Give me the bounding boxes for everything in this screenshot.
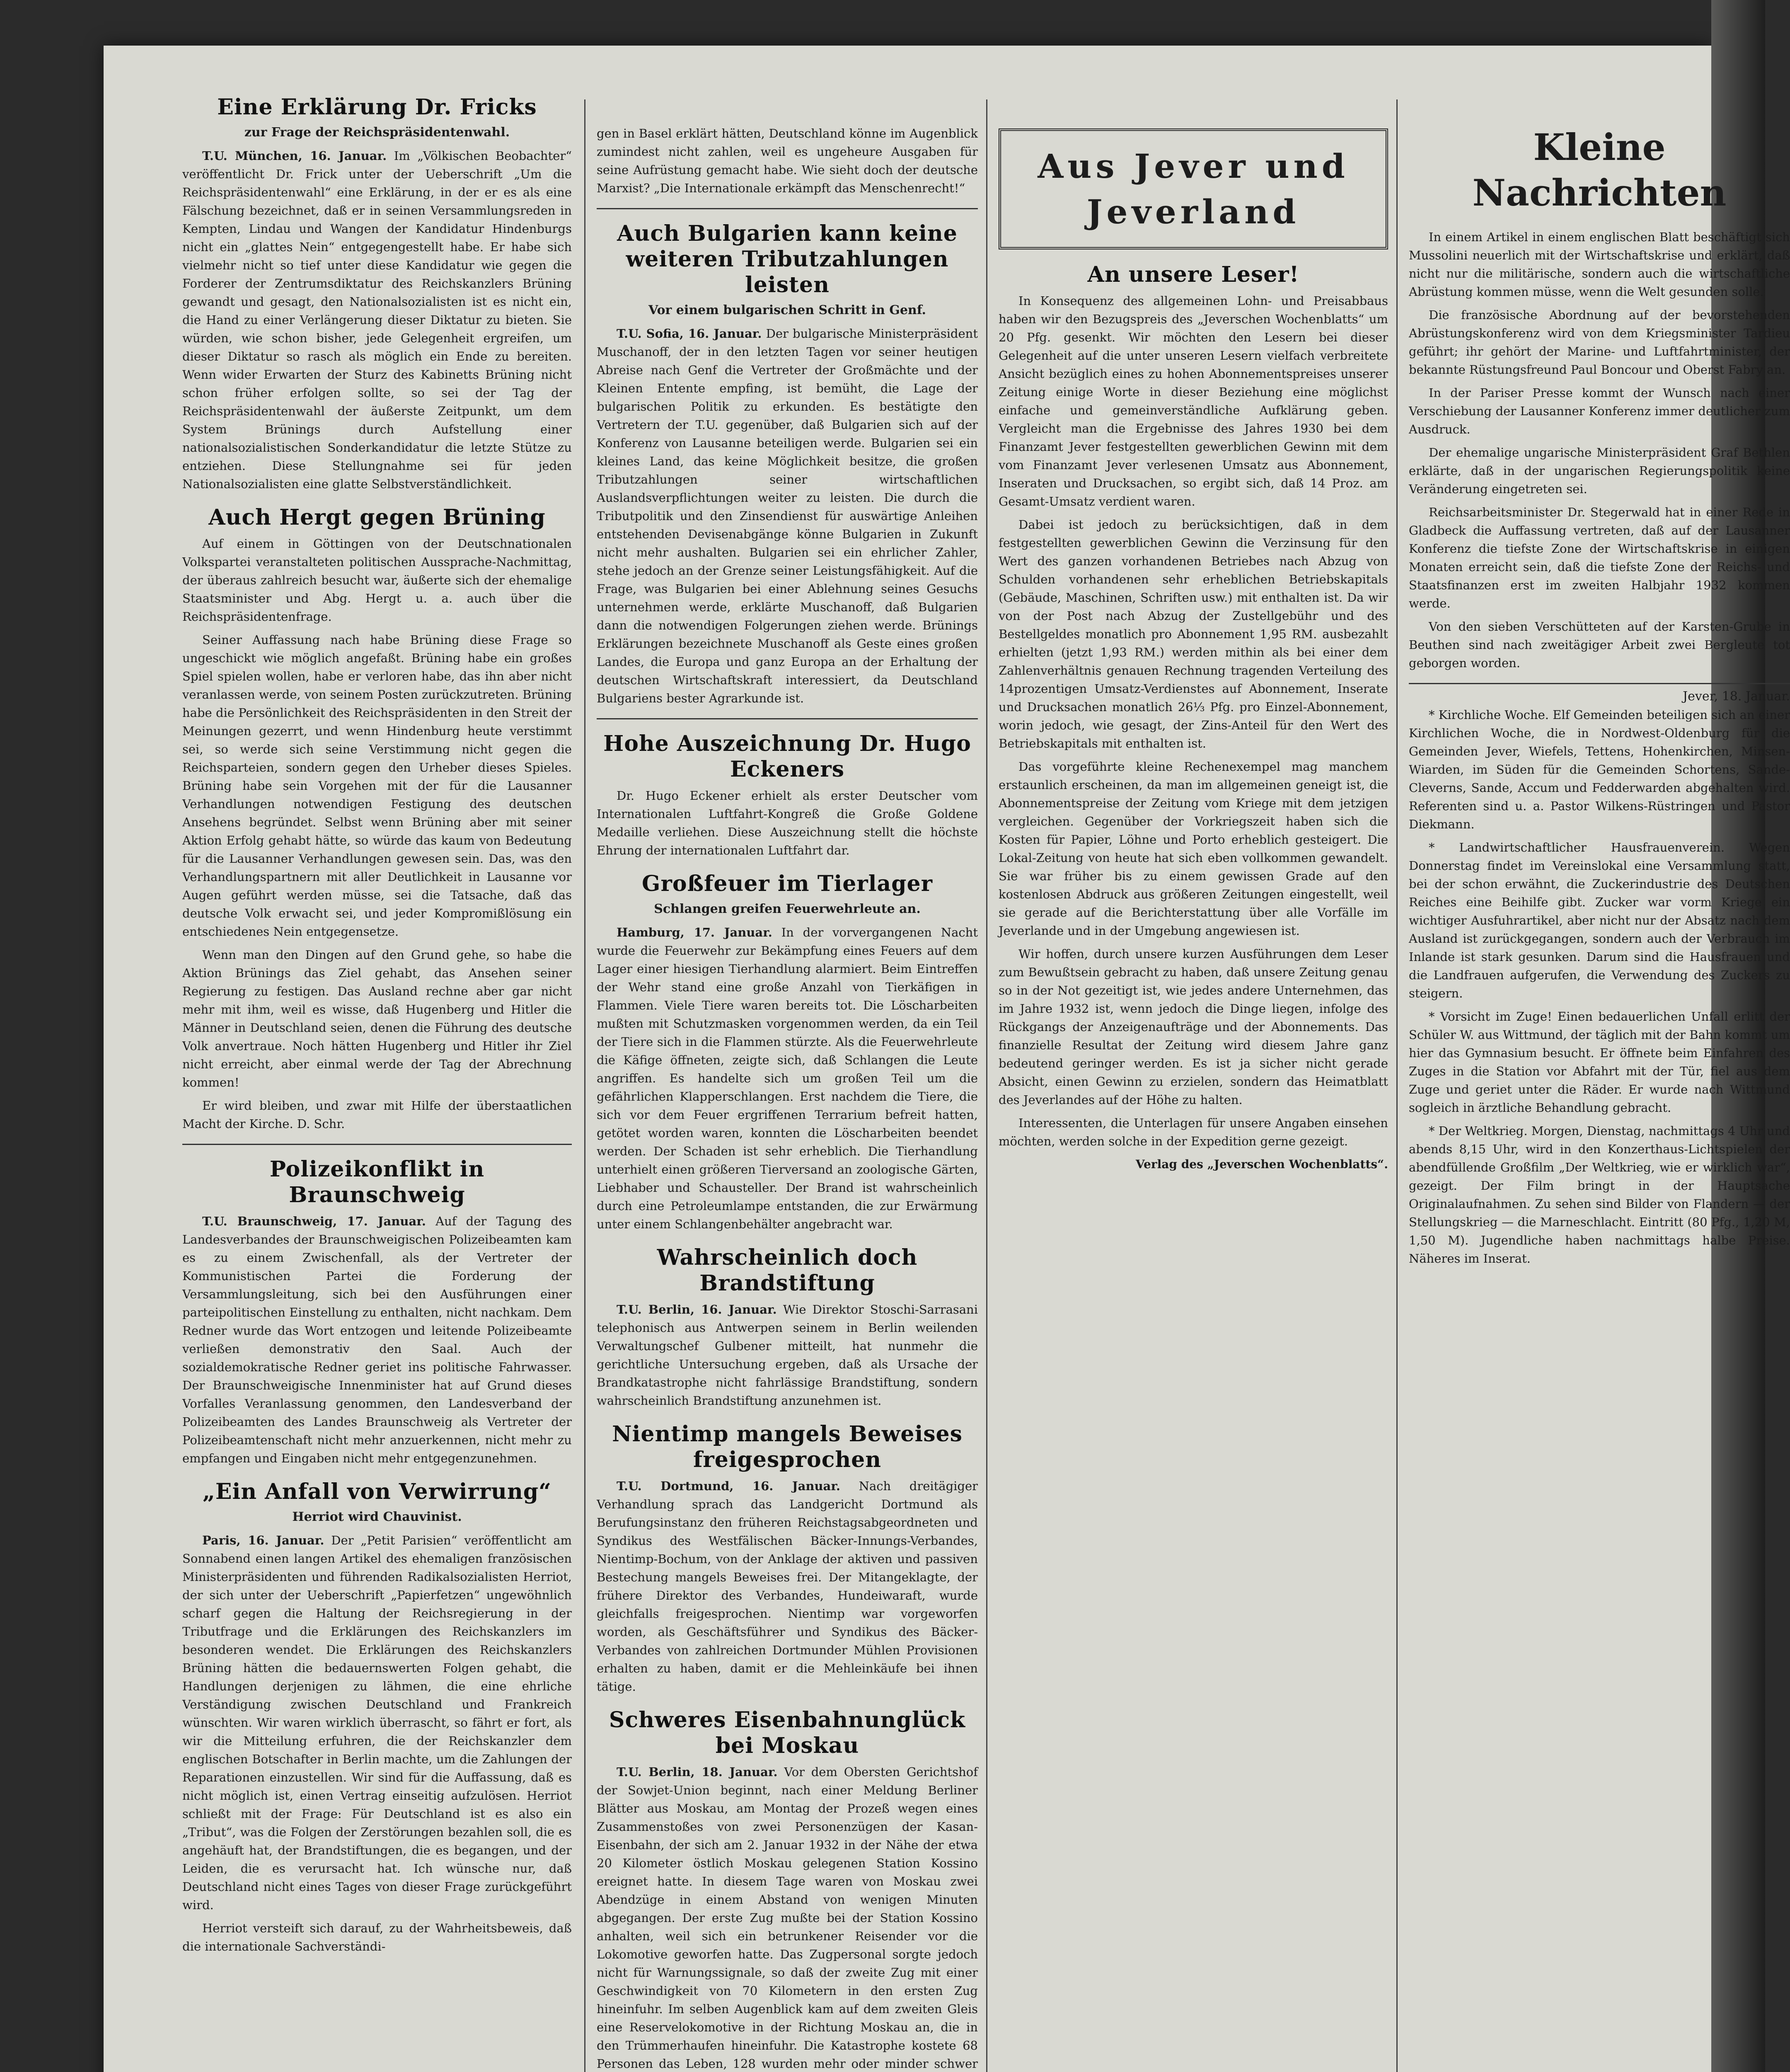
dateline: T.U. Berlin, 18. Januar.: [617, 1765, 778, 1779]
column-1: [182, 83, 572, 2072]
article-body: Der „Petit Parisien“ veröffentlicht am Sonnabend einen langen Artikel des ehemaligen französischen Ministerpräsidenten und führenden Radikalsozialisten Herriot, der sich unter der Ueberschrift „Papierfetzen“ ungewöhnlich scharf gegen die Haltung der Reichsregierung in der Tributfrage und die Erklärungen des Reichskanzlers im besonderen wendet. Die Erklärungen des Reichskanzlers Brüning hätten die bedauernswerten Folgen gehabt, die Handlungen derjenigen zu lähmen, die eine ehrliche Verständigung zwischen Deutschland und Frankreich wünschten. Wir waren wirklich überrascht, so fährt er fort, als wir die Mitteilung erfuhren, die der Reichskanzler dem englischen Botschafter in Berlin machte, um die Zahlungen der Reparationen einzustellen. Wir sind für die Auffassung, daß es nicht möglich ist, einen Vertrag einseitig aufzulösen. Herriot schließt mit der Frage: Für Deutschland ist es also ein „Tribut“, was die Folgen der Zerstörungen bezahlen soll, die es angehäuft hat, der Brandstiftungen, die es begangen, und der Leiden, die es verursacht hat. Ich wünsche nur, daß Deutschland nicht eines Tages von dieser Frage zurückgeführt wird.: [182, 1533, 572, 1912]
article-headline: Auch Hergt gegen Brüning: [208, 505, 546, 530]
footnote: Er wird bleiben, und zwar mit Hilfe der überstaatlichen Macht der Kirche. D. Schr.: [182, 1099, 572, 1131]
separator: [1409, 683, 1790, 684]
dateline: T.U. Dortmund, 16. Januar.: [617, 1479, 841, 1493]
article-body: Dabei ist jedoch zu berücksichtigen, daß in dem festgestellten gewerblichen Gewinn die Verzinsung für den Wert des ganzen vorhandenen Betriebes nach Abzug von Schulden vorhandenen sehr erheblichen Betriebskapitals (Gebäude, Maschinen, Schriften usw.) mit enthalten ist. Da wir von der Post nach Abzug der Zustellgebühr und des Bestellgeldes monatlich pro Abonnement 1,95 RM. ausbezahlt erhielten (jetzt 1,93 RM.) werden mithin als bei einer dem Zahlenverhältnis genauen Rechnung tragenden Verteilung des 14prozentigen Umsatz-Verdienstes auf Abonnement, Inserate und Drucksachen monatlich 26⅓ Pfg. pro Einzel-Abonnement, worin jedoch, wie gesagt, der Zins-Anteil für den Wert des Betriebskapitals mit enthalten ist.: [999, 518, 1388, 750]
news-item: Reichsarbeitsminister Dr. Stegerwald hat in einer Rede in Gladbeck die Auffassung vertreten, daß auf der Lausanner Konferenz die tiefste Zone der Wirtschaftskrise in einigen Monaten erreicht sein, daß die tiefste Zone der Reichs- und Staatsfinanzen erst im zweiten Halbjahr 1932 kommen werde.: [1409, 505, 1790, 610]
article-body: Im „Völkischen Beobachter“ veröffentlicht Dr. Frick unter der Ueberschrift „Um die Reichspräsidentenwahl“ eine Erklärung, in der er es als eine Fälschung bezeichnet, daß er in seinen Versammlungsreden in Kempten, Lindau und Wangen der Kandidatur Hindenburgs nicht ein „glattes Nein“ entgegengestellt habe. Er habe sich vielmehr nicht so tief unter diese Kandidatur wie gegen die Forderer der Zentrumsdiktatur des Reichskanzlers Brüning gewandt und gesagt, den Nationalsozialisten ist es nicht ein, die Hand zu einer Verlängerung dieser Diktatur zu bieten. Sie würden, wie schon bisher, jede Gelegenheit ergreifen, um dieser Diktatur so rasch als möglich ein Ende zu bereiten. Wenn wider Erwarten der Sturz des Kabinetts Brüning nicht schon früher erfolgen sollte, so sei der Tag der Reichspräsidentenwahl der äußerste Zeitpunkt, um dem System Brünings durch Aufstellung einer nationalsozialistischen Sonderkandidatur die letzte Stütze zu entziehen. Diese Stellungnahme sei für jeden Nationalsozialisten eine glatte Selbstverständlichkeit.: [182, 149, 572, 491]
article-headline: Nientimp mangels Beweises freigesprochen: [612, 1421, 963, 1472]
local-item: * Kirchliche Woche. Elf Gemeinden beteiligen sich an einer Kirchlichen Woche, die in Nordwest-Oldenburg für die Gemeinden Jever, Wiefels, Tettens, Hohenkirchen, Minsen-Wiarden, im Süden für die Gemeinden Schortens, Sande-Cleverns, Sande, Accum und Fedderwarden abgehalten wird. Referenten sind u. a. Pastor Wilkens-Rüstringen und Pastor Diekmann.: [1409, 708, 1790, 831]
article-headline: „Ein Anfall von Verwirrung“: [202, 1479, 552, 1504]
local-item: * Der Weltkrieg. Morgen, Dienstag, nachmittags 4 Uhr und abends 8,15 Uhr, wird in den Konzerthaus-Lichtspielen der abendfüllende Großfilm „Der Weltkrieg, wie er wirklich war“, gezeigt. Der Film bringt in der Hauptsache Originalaufnahmen. Zu sehen sind Bilder von Flandern — der Stellungskrieg — die Marneschlacht. Eintritt (80 Pfg., 1,20 M, 1,50 M). Jugendliche haben nachmittags halbe Preise. Näheres im Inserat.: [1409, 1124, 1790, 1266]
section-title: Kleine Nachrichten: [1472, 126, 1727, 214]
separator: [182, 1144, 572, 1145]
dateline: T.U. Berlin, 16. Januar.: [617, 1302, 777, 1317]
article-headline: Polizeikonflikt in Braunschweig: [269, 1157, 485, 1208]
article-headline: Auch Bulgarien kann keine weiteren Tributzahlungen leisten: [617, 221, 958, 298]
column-rule: [1396, 99, 1398, 2072]
article-headline: Hohe Auszeichnung Dr. Hugo Eckeners: [603, 731, 971, 782]
news-item: Von den sieben Verschütteten auf der Karsten-Grube in Beuthen sind nach zweitägiger Arbeit zwei Bergleute tot geborgen worden.: [1409, 620, 1790, 670]
article-body: gen in Basel erklärt hätten, Deutschland könne im Augenblick zumindest nicht zahlen, weil es ungeheure Ausgaben für seine Aufrüstung gemacht habe. Wie sieht doch der deutsche Marxist? „Die Internationale erkämpft das Menschenrecht!“: [597, 126, 978, 195]
publisher-signature: Verlag des „Jeverschen Wochenblatts“.: [1135, 1157, 1388, 1171]
article-headline: An unsere Leser!: [1087, 262, 1299, 287]
article-subhead: zur Frage der Reichspräsidentenwahl.: [244, 125, 510, 140]
article-body: Wie Direktor Stoschi-Sarrasani telephonisch aus Antwerpen seinem in Berlin weilenden Verwaltungschef Gulbener mitteilt, hat nunmehr die gerichtliche Untersuchung ergeben, daß als Ursache der Brandkatastrophe nicht fahrlässige Brandstiftung, sondern wahrscheinlich Brandstiftung anzunehmen ist.: [597, 1302, 978, 1408]
article-body: Auf einem in Göttingen von der Deutschnationalen Volkspartei veranstalteten politischen Aussprache-Nachmittag, der überaus zahlreich besucht war, äußerte sich der ehemalige Staatsminister und Abg. Hergt u. a. auch über die Reichspräsidentenfrage.: [182, 537, 572, 624]
news-item: In einem Artikel in einem englischen Blatt beschäftigt sich Mussolini neuerlich mit der Wirtschaftskrise und erklärt, daß nicht nur die militärische, sondern auch die wirtschaftliche Abrüstung kommen müsse, wenn die Welt gesunden solle.: [1409, 230, 1790, 299]
article-body: Seiner Auffassung nach habe Brüning diese Frage so ungeschickt wie möglich angefaßt. Brüning habe ein großes Spiel spielen wollen, habe er verloren habe, das ihn aber nicht veranlassen werde, von seinem Posten zurückzutreten. Brüning habe die Persönlichkeit des Reichspräsidenten in den Streit der Meinungen gezerrt, und wenn Hindenburg heute verstimmt sei, so werde sich seine Verstimmung nicht gegen die Reichsparteien, sondern gegen den Urheber dieses Spieles. Brüning habe sein Vorgehen mit der für die Lausanner Verhandlungen notwendigen Festigung des deutschen Ansehens begründet. Selbst wenn Brüning aber mit seiner Aktion Erfolg gehabt hätte, so würde das kaum von Bedeutung für die Lausanner Verhandlungen gewesen sein. Das, was den Verhandlungspartnern mit aller Deutlichkeit in Lausanne vor Augen geführt werden müsse, sei die Tatsache, daß das deutsche Volk erwacht sei, und jeder Kompromißlösung ein entschiedenes Nein entgegensetze.: [182, 633, 572, 939]
article-headline: Schweres Eisenbahnunglück bei Moskau: [609, 1707, 966, 1758]
article-body: In der vorvergangenen Nacht wurde die Feuerwehr zur Bekämpfung eines Feuers auf dem Lager einer hiesigen Tierhandlung alarmiert. Beim Eintreffen der Wehr stand eine große Anzahl von Tierkäfigen in Flammen. Viele Tiere waren bereits tot. Die Löscharbeiten mußten mit Schutzmasken vorgenommen werden, da ein Teil der Tiere sich in die Flammen stürzte. Als die Feuerwehrleute die Käfige öffneten, zeigte sich, daß Schlangen die Leute angriffen. Es handelte sich um großen Teil um die gefährlichen Klapperschlangen. Erst nachdem die Tiere, die sich vor dem Feuer ergriffenen Terrarium befreit hatten, getötet worden waren, konnten die Löscharbeiten beendet werden. Der Schaden ist sehr erheblich. Die Tierhandlung unterhielt einen größeren Tierversand an zoologische Gärten, Liebhaber und Schausteller. Der Brand ist wahrscheinlich durch eine Petroleumlampe entstanden, die zur Erwärmung unter einem Schlangenbehälter angebracht war.: [597, 925, 978, 1231]
article-body: Dr. Hugo Eckener erhielt als erster Deutscher vom Internationalen Luftfahrt-Kongreß die Große Goldene Medaille verliehen. Diese Auszeichnung stellt die höchste Ehrung der internationalen Luftfahrt dar.: [597, 789, 978, 857]
dateline: T.U. Sofia, 16. Januar.: [617, 327, 762, 341]
column-rule: [986, 99, 987, 2072]
article-body: Wenn man den Dingen auf den Grund gehe, so habe die Aktion Brünings das Ziel gehabt, das Ansehen seiner Regierung zu festigen. Das Ausland rechne aber gar nicht mehr mit ihm, weil es wisse, daß Hugenberg und Hitler die Männer in Deutschland seien, denen die Führung des deutsche Volk anvertraue. Noch hätten Hugenberg und Hitler ihr Ziel nicht erreicht, aber einmal werde der Tag der Abrechnung kommen!: [182, 948, 572, 1089]
column-rule: [584, 99, 585, 2072]
article-body: Das vorgeführte kleine Rechenexempel mag manchem erstaunlich erscheinen, da man im allgemeinen geneigt ist, die Abonnementspreise der Zeitung vom Kriege mit dem jetzigen vergleichen. Gegenüber der Vorkriegszeit haben sich die Kosten für Papier, Löhne und Porto erheblich gesteigert. Die Lokal-Zeitung von heute hat sich eben vollkommen gewandelt. Sie war früher bis zu einem gewissen Grade auf den kostenlosen Abdruck aus größeren Zeitungen eingestellt, weil sie gerade auf die Berichterstattung über alle Vorfälle im Jeverlande und in der Umgebung angewiesen ist.: [999, 760, 1388, 938]
column-2: [597, 124, 978, 2072]
article-body: In Konsequenz des allgemeinen Lohn- und Preisabbaus haben wir den Bezugspreis des „Jeverschen Wochenblatts“ um 20 Pfg. gesenkt. Wir möchten den Lesern bei dieser Gelegenheit auf die unter unseren Lesern vielfach verbreitete Ansicht bezüglich eines zu hohen Abonnementspreises unserer Zeitung einige Worte in dieser Beziehung eine möglichst einfache und gemeinverständliche Aufklärung geben. Vergleicht man die Ergebnisse des Jahres 1930 bei dem Finanzamt Jever festgestellten gewerblichen Gewinn mit dem vom Finanzamt Jever verlesenen Umsatz aus Abonnement, Inseraten und Drucksachen, so ergibt sich, daß 14 Proz. am Gesamt-Umsatz verdient waren.: [999, 294, 1388, 508]
article-body: Wir hoffen, durch unsere kurzen Ausführungen dem Leser zum Bewußtsein gebracht zu haben, daß unsere Zeitung genau so in der Not gezeitigt ist, wie jedes andere Unternehmen, das im Jahre 1932 ist, wenn jedoch die Dinge liegen, infolge des Rückgangs der Anzeigenaufträge und der Abonnements. Das finanzielle Resultat der Zeitung wird diesem Jahre ganz bedeutend geringer werden. Es ist ja sicher nicht gerade Absicht, einen Gewinn zu erzielen, sondern das Heimatblatt des Jeverlandes auf der Höhe zu halten.: [999, 947, 1388, 1107]
separator: [597, 208, 978, 209]
article-subhead: Vor einem bulgarischen Schritt in Genf.: [648, 303, 926, 317]
article-headline: Wahrscheinlich doch Brandstiftung: [657, 1245, 918, 1296]
local-item: * Landwirtschaftlicher Hausfrauenverein. Wegen Donnerstag findet im Vereinslokal eine Versammlung statt, bei der schon erwähnt, die Zuckerindustrie des Deutschen Reiches eine Beihilfe gibt. Zucker war vorm Kriege ein wichtiger Ausfuhrartikel, aber nicht nur der Absatz nach dem Ausland ist zurückgegangen, sondern auch der Verbrauch im Inlande ist stark gesunken. Darum sind die Hausfrauen und die Landfrauen aufgerufen, die Verwendung des Zuckers zu steigern.: [1409, 840, 1790, 1000]
article-subhead: Herriot wird Chauvinist.: [292, 1510, 462, 1524]
column-4: [1409, 124, 1790, 2072]
column-3: [999, 124, 1388, 2072]
article-body: Vor dem Obersten Gerichtshof der Sowjet-Union beginnt, nach einer Meldung Berliner Blätter aus Moskau, am Montag der Prozeß wegen eines Zusammenstoßes von zwei Personenzügen der Kasan-Eisenbahn, der sich am 2. Januar 1932 in der Nähe der etwa 20 Kilometer östlich Moskau gelegenen Station Kossino ereignet hatte. In diesem Tage waren von Moskau zwei Abendzüge in einem Abstand von wenigen Minuten abgegangen. Der erste Zug mußte bei der Station Kossino anhalten, weil sich ein betrunkener Reisender vor die Lokomotive geworfen hatte. Das Zugpersonal sorgte jedoch nicht für Warnungssignale, so daß der zweite Zug mit einer Geschwindigkeit von 70 Kilometern in den ersten Zug hineinfuhr. Im selben Augenblick kam auf dem zweiten Gleis eine Reservelokomotive in der Richtung Moskau an, die in den Trümmerhaufen hineinfuhr. Die Katastrophe kostete 68 Personen das Leben, 128 wurden mehr oder minder schwer: [597, 1765, 978, 2071]
dateline: Jever, 18. Januar.: [1683, 689, 1790, 704]
news-item: Die französische Abordnung auf der bevorstehenden Abrüstungskonferenz wird von dem Kriegsminister Tardieu geführt; ihr gehört der Marine- und Luftfahrtminister, der bekannte Rüstungsfreund Paul Boncour und Oberst Fabry an.: [1409, 308, 1790, 377]
news-item: In der Pariser Presse kommt der Wunsch nach einer Verschiebung der Lausanner Konferenz immer deutlicher zum Ausdruck.: [1409, 386, 1790, 436]
article-body: Herriot versteift sich darauf, zu der Wahrheitsbeweis, daß die internationale Sachverständi-: [182, 1921, 572, 1953]
local-item: * Vorsicht im Zuge! Einen bedauerlichen Unfall erlitt der Schüler W. aus Wittmund, der täglich mit der Bahn kommt um hier das Gymnasium besucht. Er öffnete beim Einfahren des Zuges in die Station vor Abfahrt mit der Tür, fiel aus dem Zuge und geriet unter die Räder. Er wurde nach Wittmund sogleich in ärztliche Behandlung gebracht.: [1409, 1009, 1790, 1115]
article-body: Nach dreitägiger Verhandlung sprach das Landgericht Dortmund als Berufungsinstanz den früheren Reichstagsabgeordneten und Syndikus des Westfälischen Bäcker-Innungs-Verbandes, Nientimp-Bochum, von der Anklage der aktiven und passiven Bestechung mangels Beweises frei. Der Mitangeklagte, der frühere Direktor des Verbandes, Hundeiwaraft, wurde gleichfalls freigesprochen. Nientimp war vorgeworfen worden, als Geschäftsführer und Syndikus des Bäcker-Verbandes von zahlreichen Dortmunder Mühlen Provisionen erhalten zu haben, damit er die Mehleinkäufe bei ihnen tätige.: [597, 1479, 978, 1694]
section-title-box: Aus Jever und Jeverland: [999, 128, 1388, 249]
article-body: Auf der Tagung des Landesverbandes der Braunschweigischen Polizeibeamten kam es zu einem Zwischenfall, als der Vertreter der Kommunistischen Partei die Forderung der Versammlungsleitung, sich bei den Ausführungen einer parteipolitischen Einstellung zu enthalten, nicht nachkam. Dem Redner wurde das Wort entzogen und leitende Polizeibeamte verließen demonstrativ den Saal. Auch der sozialdemokratische Redner geriet ins politische Fahrwasser. Der Braunschweigische Innenminister hat auf Grund dieses Vorfalles Veranlassung genommen, den Landesverband der Polizeibeamten des Landes Braunschweig als Vertreter der Polizeibeamtenschaft nicht mehr anzuerkennen, nicht mehr zu empfangen und Eingaben nicht mehr entgegenzunehmen.: [182, 1214, 572, 1465]
dateline: T.U. München, 16. Januar.: [202, 149, 387, 163]
article-headline: Eine Erklärung Dr. Fricks: [217, 94, 537, 120]
dateline: Hamburg, 17. Januar.: [617, 925, 772, 939]
article-body: Interessenten, die Unterlagen für unsere Angaben einsehen möchten, werden solche in der Expedition gerne gezeigt.: [999, 1116, 1388, 1148]
news-item: Der ehemalige ungarische Ministerpräsident Graf Bethlen erklärte, daß in der ungarischen Regierungspolitik keine Veränderung eingetreten sei.: [1409, 445, 1790, 496]
dateline: Paris, 16. Januar.: [202, 1533, 324, 1547]
article-subhead: Schlangen greifen Feuerwehrleute an.: [654, 902, 921, 916]
separator: [597, 718, 978, 719]
dateline: T.U. Braunschweig, 17. Januar.: [202, 1214, 426, 1228]
article-body: Der bulgarische Ministerpräsident Muschanoff, der in den letzten Tagen vor seiner heutigen Abreise nach Genf die Vertreter der Großmächte und der Kleinen Entente empfing, ist bemüht, die Lage der bulgarischen Politik zu erkunden. Es bestätigte den Vertretern der T.U. gegenüber, daß Bulgarien sich auf der Konferenz von Lausanne beteiligen werde. Bulgarien sei ein kleines Land, das keine Möglichkeit besitze, die großen Tributzahlungen seiner wirtschaftlichen Auslandsverpflichtungen weiter zu leisten. Die durch die Tributpolitik und den Zinsendienst für auswärtige Anleihen entstehenden Devisenabgänge könne Bulgarien in Zukunft nicht mehr aushalten. Bulgarien sei ein ehrlicher Zahler, stehe jedoch an der Grenze seiner Leistungsfähigkeit. Auf die Frage, was Bulgarien bei einer Ablehnung seines Gesuchs unternehmen werde, erklärte Muschanoff, daß Bulgarien dann die notwendigen Folgerungen ziehen werde. Brünings Erklärungen bezeichnete Muschanoff als Geste eines großen Landes, die Europa und ganz Europa an der Erhaltung der deutschen Wirtschaftskraft interessiert, da Deutschland Bulgariens bester Agrarkunde ist.: [597, 327, 978, 705]
article-headline: Großfeuer im Tierlager: [642, 871, 933, 896]
